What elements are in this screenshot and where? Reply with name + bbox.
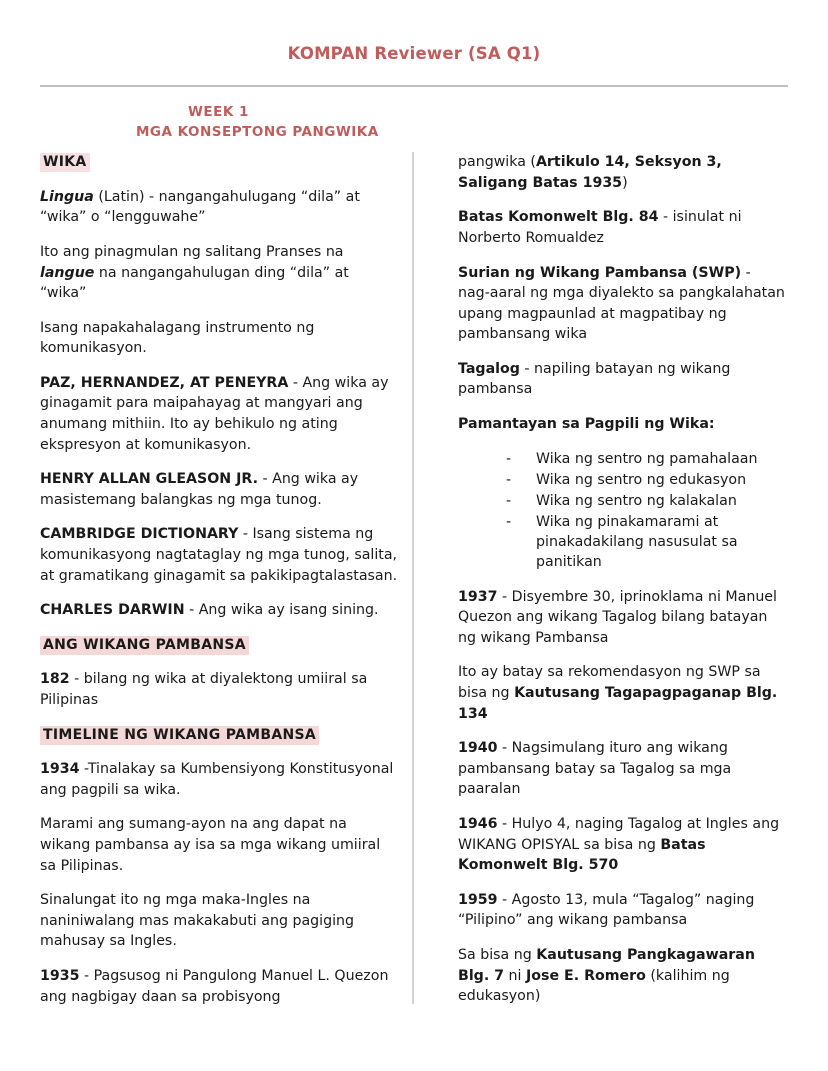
lingua-sub-pre: Ito ang pinagmulan ng salitang Pranses na xyxy=(40,243,344,260)
two-column-body xyxy=(40,152,788,1021)
text-1959-sub-bold2: Jose E. Romero xyxy=(526,967,646,984)
timeline-1937-sub xyxy=(458,662,786,724)
term-swp: Surian ng Wikang Pambansa (SWP) xyxy=(458,264,742,281)
timeline-1934 xyxy=(40,759,398,800)
term-cambridge: CAMBRIDGE DICTIONARY xyxy=(40,526,239,543)
year-1940: 1940 xyxy=(458,740,498,757)
entry-lingua xyxy=(40,187,398,228)
week-subtitle: MGA KONSEPTONG PANGWIKA xyxy=(136,123,379,140)
def-tagalog: - napiling batayan ng wikang pambansa xyxy=(458,360,731,398)
term-tagalog: Tagalog xyxy=(458,360,520,377)
entry-paz xyxy=(40,373,398,455)
timeline-1940 xyxy=(458,738,786,800)
entry-darwin xyxy=(40,600,398,621)
list-item: - Wika ng pinakamarami at pinakadakilang nasusulat sa panitikan xyxy=(504,512,786,572)
entry-182 xyxy=(40,669,398,710)
timeline-1959-sub xyxy=(458,945,786,1007)
entry-instrumento: Isang napakahalagang instrumento ng komunikasyon. xyxy=(40,319,315,357)
timeline-1934-sub2: Sinalungat ito ng mga maka-Ingles na naniniwalang mas makakabuti ang pagiging mahusay sa Ingles. xyxy=(40,892,355,950)
title-divider xyxy=(40,85,788,87)
heading-pamantayan xyxy=(458,414,786,435)
year-1946: 1946 xyxy=(458,815,498,832)
pangwika-citation: Artikulo 14, Seksyon 3, Saligang Batas 1935 xyxy=(458,154,722,191)
entry-gleason xyxy=(40,469,398,510)
year-1959: 1959 xyxy=(458,891,498,908)
entry-lingua-sub xyxy=(40,242,398,304)
timeline-1946 xyxy=(458,814,786,876)
heading-wikang-pambansa xyxy=(40,635,398,656)
week-label: WEEK 1 xyxy=(188,104,249,120)
text-1946-pre: - Hulyo 4, naging Tagalog at Ingles ang WIKANG OPISYAL sa bisa ng xyxy=(458,815,780,853)
text-1959-sub-mid: ni xyxy=(504,967,527,984)
entry-pangwika-continuation xyxy=(458,152,786,193)
def-swp: - nag-aaral ng mga diyalekto sa pangkalahatan upang magpaunlad at magpatibay ng pambansang wika xyxy=(458,264,785,343)
def-darwin: - Ang wika ay isang sining. xyxy=(184,602,379,619)
text-1934: -Tinalakay sa Kumbensiyong Konstitusyonal ang pagpili sa wika. xyxy=(40,761,394,798)
def-komonwelt-84: - isinulat ni Norberto Romualdez xyxy=(458,209,742,246)
list-item: - Wika ng sentro ng kalakalan xyxy=(504,491,786,511)
heading-timeline-label: TIMELINE NG WIKANG PAMBANSA xyxy=(40,726,319,745)
text-1959: - Agosto 13, mula “Tagalog” naging “Pilipino” ang wikang pambansa xyxy=(458,891,755,929)
year-1937: 1937 xyxy=(458,588,498,605)
def-182: - bilang ng wika at diyalektong umiiral sa Pilipinas xyxy=(40,671,368,708)
text-1937-sub-bold: Kautusang Tagapagpaganap Blg. 134 xyxy=(458,684,778,722)
term-langue: langue xyxy=(40,264,95,281)
count-182: 182 xyxy=(40,671,70,688)
heading-wika xyxy=(40,152,398,173)
entry-tagalog xyxy=(458,359,786,400)
entry-swp xyxy=(458,263,786,345)
heading-timeline xyxy=(40,725,398,746)
pamantayan-list xyxy=(458,449,786,573)
term-komonwelt-84: Batas Komonwelt Blg. 84 xyxy=(458,209,659,226)
def-cambridge: - Isang sistema ng komunikasyong nagtataglay ng mga tunog, salita, at gramatikang ginagamit sa pakikipagtalastasan. xyxy=(40,526,398,584)
list-item: - Wika ng sentro ng pamahalaan xyxy=(504,449,786,469)
text-1959-sub-post: (kalihim ng edukasyon) xyxy=(458,967,730,1005)
term-lingua: Lingua xyxy=(40,188,94,205)
heading-wika-label: WIKA xyxy=(40,153,90,172)
text-1940: - Nagsimulang ituro ang wikang pambansang batay sa Tagalog sa mga paaralan xyxy=(458,740,732,798)
def-paz: - Ang wika ay ginagamit para maipahayag at mangyari ang anumang mithiin. Ito ay behikulo ng ating ekspresyon at komunikasyon. xyxy=(40,374,389,453)
heading-wikang-pambansa-label: ANG WIKANG PAMBANSA xyxy=(40,636,249,655)
heading-pamantayan-label: Pamantayan sa Pagpili ng Wika: xyxy=(458,416,715,433)
week-heading-block xyxy=(88,103,788,142)
pangwika-post: ) xyxy=(622,174,628,191)
timeline-1934-sub1: Marami ang sumang-ayon na ang dapat na wikang pambansa ay isa sa mga wikang umiiral sa Pilipinas. xyxy=(40,816,381,874)
list-item: - Wika ng sentro ng edukasyon xyxy=(504,470,786,490)
left-column xyxy=(40,152,412,1021)
term-paz: PAZ, HERNANDEZ, AT PENEYRA xyxy=(40,374,289,391)
right-column xyxy=(414,152,786,1021)
def-gleason: - Ang wika ay masistemang balangkas ng mga tunog. xyxy=(40,471,359,508)
timeline-1937 xyxy=(458,587,786,649)
text-1937-sub-pre: Ito ay batay sa rekomendasyon ng SWP sa bisa ng xyxy=(458,664,761,701)
entry-komonwelt-84 xyxy=(458,207,786,248)
term-darwin: CHARLES DARWIN xyxy=(40,602,185,619)
timeline-1959 xyxy=(458,890,786,931)
text-1937: - Disyembre 30, iprinoklama ni Manuel Quezon ang wikang Tagalog bilang batayan ng wikang Pambansa xyxy=(458,588,777,646)
text-1946-bold: Batas Komonwelt Blg. 570 xyxy=(458,836,706,874)
timeline-1935 xyxy=(40,966,398,1007)
entry-cambridge xyxy=(40,524,398,586)
year-1935: 1935 xyxy=(40,967,80,984)
text-1959-sub-pre: Sa bisa ng xyxy=(458,946,537,963)
def-lingua: (Latin) - nangangahulugang “dila” at “wika” o “lengguwahe” xyxy=(40,188,360,226)
lingua-sub-post: na nangangahulugan ding “dila” at “wika” xyxy=(40,264,349,302)
text-1935: - Pagsusog ni Pangulong Manuel L. Quezon ang nagbigay daan sa probisyong xyxy=(40,967,389,1005)
term-gleason: HENRY ALLAN GLEASON JR. xyxy=(40,471,258,488)
pangwika-pre: pangwika ( xyxy=(458,154,536,171)
text-1959-sub-bold1: Kautusang Pangkagawaran Blg. 7 xyxy=(458,946,755,984)
page-title: KOMPAN Reviewer (SA Q1) xyxy=(287,44,541,63)
year-1934: 1934 xyxy=(40,761,80,778)
